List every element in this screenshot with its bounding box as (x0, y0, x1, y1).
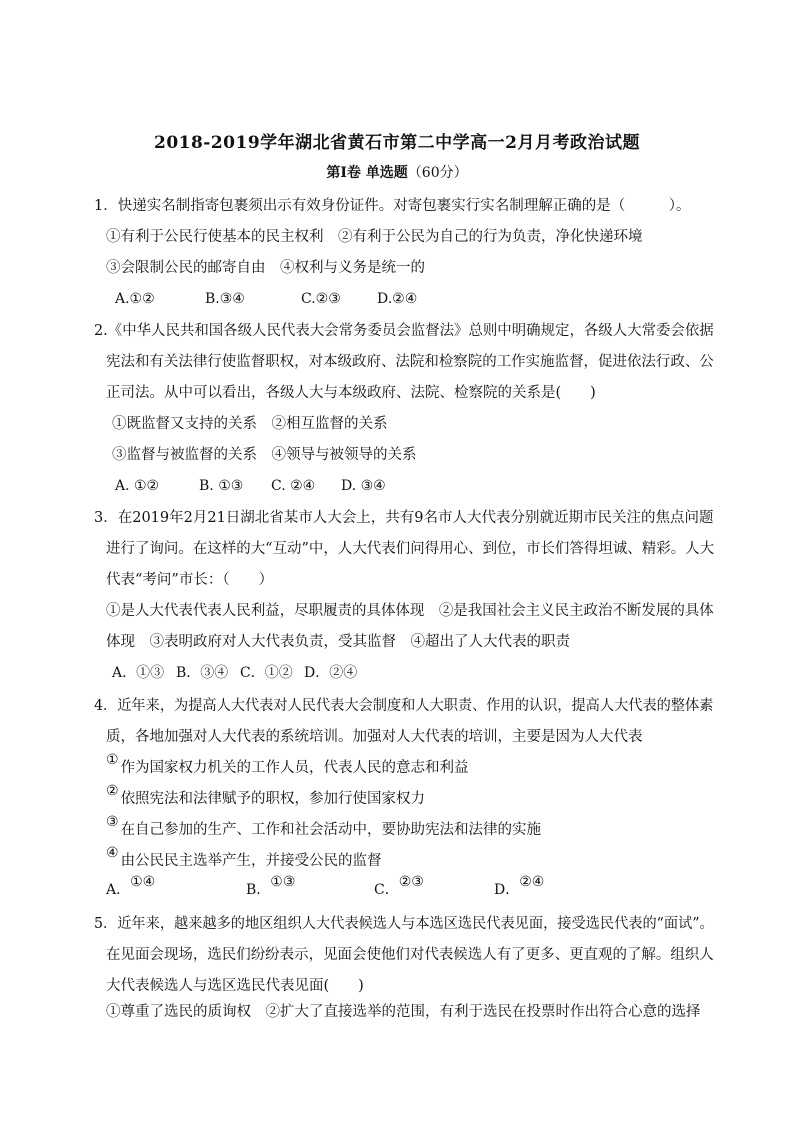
item-marker: ① (106, 752, 119, 768)
option-c[interactable]: C. ②④ (271, 478, 316, 494)
option-letter: C． (374, 882, 399, 898)
question-5-stem-2: 在见面会现场，选民们纷纷表示，见面会使他们对代表候选人有了更多、更直观的了解。组织人 (106, 947, 714, 963)
item-text: 依照宪法和法律赋予的职权，参加行使国家权力 (120, 791, 426, 807)
question-4-stem-2: 质，各地加强对人大代表的系统培训。加强对人大代表的培训，主要是因为人大代表 (106, 729, 643, 745)
section-name: 第I卷 单选题 (326, 165, 408, 181)
section-heading (0, 162, 794, 182)
question-5-statements-a: ①尊重了选民的质询权 ②扩大了直接选举的范围，有利于选民在投票时作出符合心意的选择 (106, 1004, 701, 1020)
option-a[interactable]: A．①③ (112, 665, 165, 681)
question-4-item-4 (106, 845, 382, 871)
option-letter: D． (494, 882, 520, 898)
option-d[interactable]: D．②④ (304, 665, 358, 681)
item-text: 在自己参加的生产、工作和社会活动中，要协助宪法和法律的实施 (120, 822, 542, 838)
option-value: ②③ (398, 874, 424, 890)
option-b[interactable] (246, 874, 374, 900)
option-value: ①④ (130, 874, 156, 890)
question-2-stem-1: 2.《中华人民共和国各级人民代表大会常务委员会监督法》总则中明确规定，各级人大常委会依据 (94, 323, 714, 339)
item-marker: ④ (106, 845, 119, 861)
question-4-item-1 (106, 752, 469, 778)
question-4-options (106, 874, 546, 900)
question-1-stem: 1．快递实名制指寄包裹须出示有效身份证件。对寄包裹实行实名制理解正确的是（ ）。 (94, 198, 691, 214)
option-value: ②④ (519, 874, 545, 890)
question-2-statements-a: ①既监督又支持的关系 ②相互监督的关系 (112, 416, 388, 432)
question-1-statements-a: ①有利于公民行使基本的民主权利 ②有利于公民为自己的行为负责，净化快递环境 (106, 229, 643, 245)
question-2-options (115, 476, 386, 496)
section-points: （60分） (407, 165, 468, 181)
question-4-item-2 (106, 783, 426, 809)
question-3-options (112, 663, 357, 683)
question-3-stem-2: 进行了询问。在这样的大“互动”中，人大代表们问得用心、到位，市长们答得坦诚、精彩。人大 (106, 541, 715, 557)
question-3-statements-a: ①是人大代表代表人民利益，尽职履责的具体体现 ②是我国社会主义民主政治不断发展的具体 (106, 603, 714, 619)
question-2-stem-2: 宪法和有关法律行使监督职权，对本级政府、法院和检察院的工作实施监督，促进依法行政、公 (106, 354, 714, 370)
exam-title: 2018-2019学年湖北省黄石市第二中学高一2月月考政治试题 (153, 133, 640, 153)
option-letter: A． (106, 882, 131, 898)
option-a[interactable] (106, 874, 246, 900)
option-value: ①③ (270, 874, 296, 890)
item-text: 由公民民主选举产生，并接受公民的监督 (120, 853, 382, 869)
option-d[interactable]: D. ③④ (341, 478, 386, 494)
option-b[interactable]: B．③④ (176, 665, 229, 681)
option-c[interactable] (374, 874, 494, 900)
item-marker: ② (106, 783, 119, 799)
option-d[interactable]: D.②④ (377, 291, 418, 307)
question-4-item-3 (106, 814, 542, 840)
question-1-statements-b: ③会限制公民的邮寄自由 ④权利与义务是统一的 (106, 260, 425, 276)
question-3-stem-1: 3．在2019年2月21日湖北省某市人大会上，共有9名市人大代表分别就近期市民关注的焦点问题 (94, 510, 714, 526)
option-a[interactable]: A.①② (115, 291, 155, 307)
option-c[interactable]: C．①② (240, 665, 293, 681)
question-1-options (115, 289, 417, 309)
option-b[interactable]: B.③④ (205, 291, 245, 307)
item-marker: ③ (106, 814, 119, 830)
option-b[interactable]: B. ①③ (199, 478, 244, 494)
option-a[interactable]: A. ①② (115, 478, 160, 494)
question-5-stem-1: 5．近年来，越来越多的地区组织人大代表候选人与本选区选民代表见面，接受选民代表的“面试”。 (94, 916, 714, 932)
question-5-stem-3: 大代表候选人与选区选民代表见面( ) (106, 978, 364, 994)
item-text: 作为国家权力机关的工作人员，代表人民的意志和利益 (120, 760, 469, 776)
question-2-statements-b: ③监督与被监督的关系 ④领导与被领导的关系 (112, 447, 417, 463)
option-letter: B． (246, 882, 271, 898)
question-4-stem-1: 4．近年来，为提高人大代表对人民代表大会制度和人大职责、作用的认识，提高人大代表的整体素 (94, 698, 714, 714)
question-3-stem-3: 代表“考问”市长：（ ） (106, 572, 274, 588)
option-c[interactable]: C.②③ (301, 291, 341, 307)
question-3-statements-b: 体现 ③表明政府对人大代表负责，受其监督 ④超出了人大代表的职责 (106, 634, 570, 650)
question-2-stem-3: 正司法。从中可以看出，各级人大与本级政府、法院、检察院的关系是( ) (106, 385, 596, 401)
option-d[interactable] (494, 874, 546, 900)
